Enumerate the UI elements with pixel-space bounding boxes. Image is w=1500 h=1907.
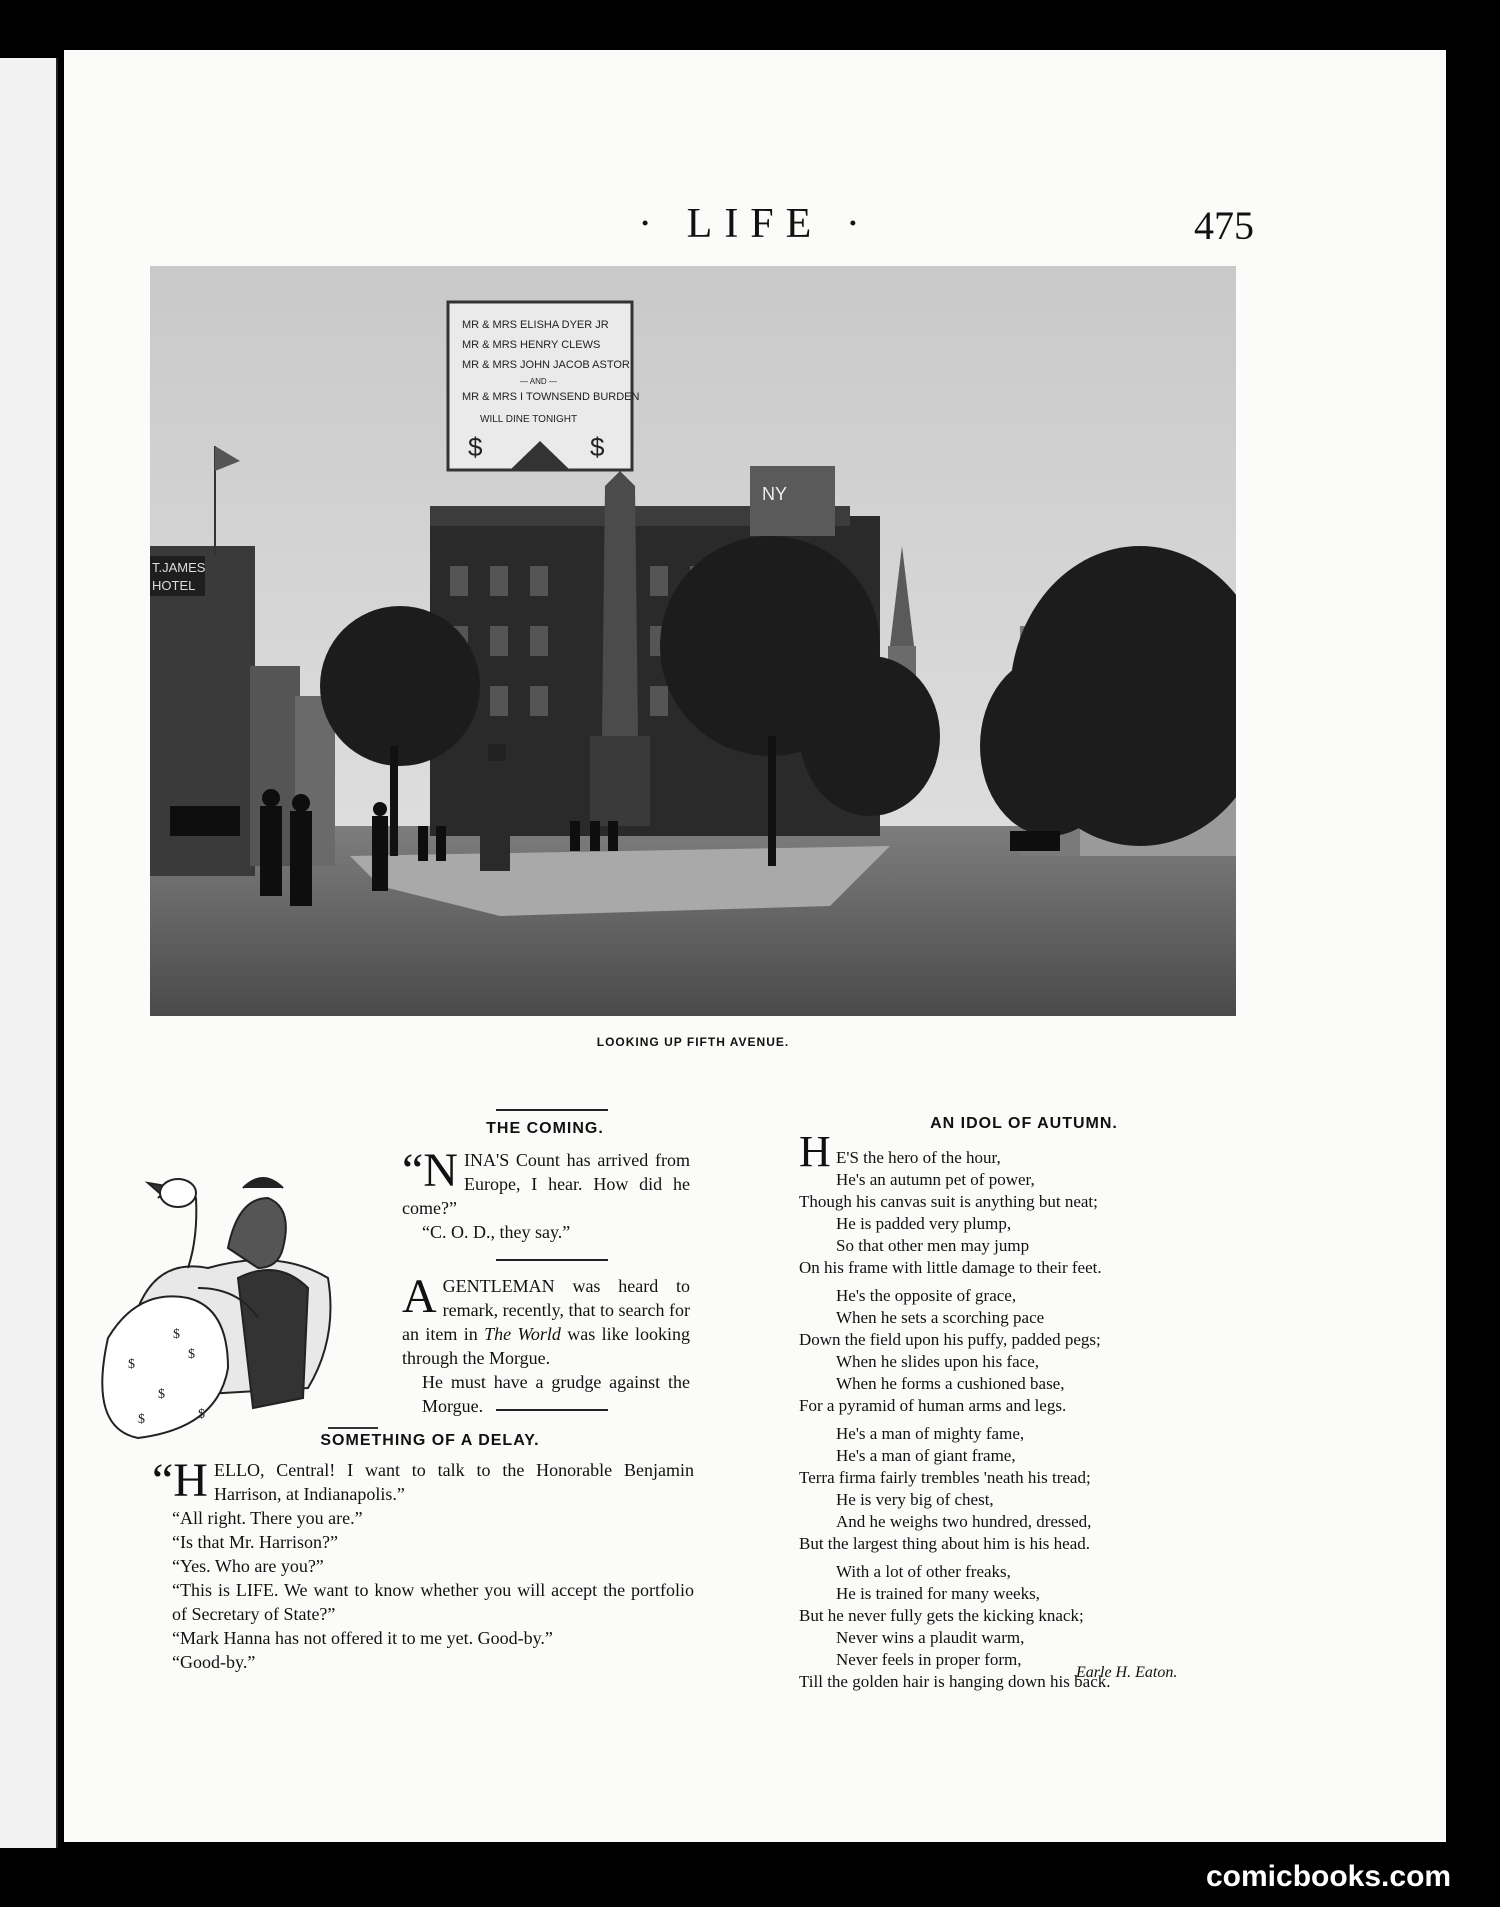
poem-line: When he forms a cushioned base, (836, 1374, 1065, 1393)
svg-text:$: $ (198, 1407, 205, 1422)
poem (799, 1127, 1249, 1699)
poem-stanza-3 (799, 1423, 1249, 1555)
poem-line: For a pyramid of human arms and legs. (799, 1396, 1067, 1415)
delay-line: “All right. There you are.” (172, 1508, 363, 1528)
poem-line: He is trained for many weeks, (836, 1584, 1040, 1603)
goose-and-fox-cartoon (78, 1138, 396, 1448)
poem-line: Never wins a plaudit warm, (836, 1628, 1025, 1647)
svg-text:$: $ (188, 1347, 195, 1362)
the-coming-dropcap: “N (402, 1144, 458, 1197)
svg-text:$: $ (138, 1412, 145, 1427)
gentleman-second-paragraph: He must have a grudge against the Morgue. (422, 1372, 690, 1416)
poem-line: Though his canvas suit is anything but neat; (799, 1192, 1098, 1211)
billboard-dollar-left: $ (468, 432, 483, 462)
billboard-line-4: — AND — (520, 377, 557, 386)
poem-line: But the largest thing about him is his head. (799, 1534, 1091, 1553)
poem-line: E'S the hero of the hour, (836, 1148, 1001, 1167)
the-coming-reply: “C. O. D., they say.” (422, 1222, 571, 1242)
page-number: 475 (1194, 203, 1254, 248)
divider (496, 1259, 608, 1261)
poem-line: When he slides upon his face, (836, 1352, 1039, 1371)
hotel-sign-1: T.JAMES (152, 560, 206, 575)
delay-first-paragraph: ELLO, Central! I want to talk to the Honorable Benjamin Harrison, at Indianapolis.” (213, 1460, 694, 1504)
svg-text:$: $ (128, 1357, 135, 1372)
delay-line: “Is that Mr. Harrison?” (172, 1532, 338, 1552)
poem-line: So that other men may jump (836, 1236, 1030, 1255)
poem-line: He's a man of mighty fame, (836, 1424, 1025, 1443)
building-sign: NY (762, 484, 788, 504)
poem-stanza-1 (799, 1127, 1249, 1279)
gentleman-text (402, 1270, 690, 1418)
masthead: · LIFE · (638, 201, 872, 247)
poem-line: He's the opposite of grace, (836, 1286, 1017, 1305)
billboard-line-3: MR & MRS JOHN JACOB ASTOR (462, 359, 630, 371)
billboard-line-6: WILL DINE TONIGHT (480, 414, 578, 425)
delay-line: “Good-by.” (172, 1652, 256, 1672)
poem-title: AN IDOL OF AUTUMN. (930, 1115, 1118, 1132)
billboard-line-2: MR & MRS HENRY CLEWS (462, 339, 601, 351)
cartoon-illustration (78, 1138, 396, 1448)
delay-line: “This is LIFE. We want to know whether you will accept the portfolio of Secretary of State?” (172, 1580, 694, 1624)
delay-text (152, 1454, 694, 1674)
poem-line: Terra firma fairly trembles 'neath his tread; (799, 1468, 1091, 1487)
delay-line: “Mark Hanna has not offered it to me yet. Good-by.” (172, 1628, 553, 1648)
street-scene-illustration (150, 266, 1236, 1016)
billboard-dollar-right: $ (590, 432, 605, 462)
delay-dropcap: “H (152, 1454, 208, 1507)
gentleman-dropcap: A (402, 1270, 437, 1323)
the-coming-paragraph: INA'S Count has arrived from Europe, I hear. How did he come?” (402, 1150, 690, 1218)
divider (496, 1109, 608, 1111)
site-watermark: comicbooks.com (1206, 1860, 1452, 1893)
delay-line: “Yes. Who are you?” (172, 1556, 324, 1576)
poem-stanza-2 (799, 1285, 1249, 1417)
the-coming-heading: THE COMING. (486, 1120, 604, 1137)
street-photograph (150, 266, 1236, 1016)
svg-text:$: $ (173, 1327, 180, 1342)
billboard-line-1: MR & MRS ELISHA DYER JR (462, 319, 609, 331)
poem-line: When he sets a scorching pace (836, 1308, 1045, 1327)
poem-line: Down the field upon his puffy, padded pegs; (799, 1330, 1101, 1349)
poem-line: Till the golden hair is hanging down his back. (799, 1672, 1111, 1691)
gentleman-paragraph-start: GENTLEMAN was heard to remark, recently, that to search for an item in (402, 1276, 690, 1344)
photo-caption: LOOKING UP FIFTH AVENUE. (596, 1035, 790, 1049)
divider (496, 1409, 608, 1411)
the-coming-text (402, 1144, 690, 1244)
poem-line: He is padded very plump, (836, 1214, 1012, 1233)
poem-line: And he weighs two hundred, dressed, (836, 1512, 1092, 1531)
poem-line: Never feels in proper form, (836, 1650, 1022, 1669)
billboard-line-5: MR & MRS I TOWNSEND BURDEN (462, 391, 640, 403)
poem-line: He is very big of chest, (836, 1490, 994, 1509)
magazine-page (64, 50, 1446, 1842)
poem-line: On his frame with little damage to their feet. (799, 1258, 1102, 1277)
gentleman-paragraph-end: was like looking through the Morgue. (402, 1324, 690, 1368)
poem-stanza-4 (799, 1561, 1249, 1693)
poem-dropcap: H (799, 1127, 831, 1176)
svg-text:$: $ (158, 1387, 165, 1402)
gentleman-paragraph-italic: The World (484, 1324, 561, 1344)
hotel-sign-2: HOTEL (152, 578, 196, 593)
poem-signature: Earle H. Eaton. (1076, 1664, 1178, 1681)
poem-line: But he never fully gets the kicking knack; (799, 1606, 1084, 1625)
adjacent-page-edge (0, 58, 58, 1848)
delay-heading: SOMETHING OF A DELAY. (320, 1432, 540, 1449)
poem-line: With a lot of other freaks, (836, 1562, 1011, 1581)
poem-line: He's a man of giant frame, (836, 1446, 1016, 1465)
poem-line: He's an autumn pet of power, (836, 1170, 1035, 1189)
